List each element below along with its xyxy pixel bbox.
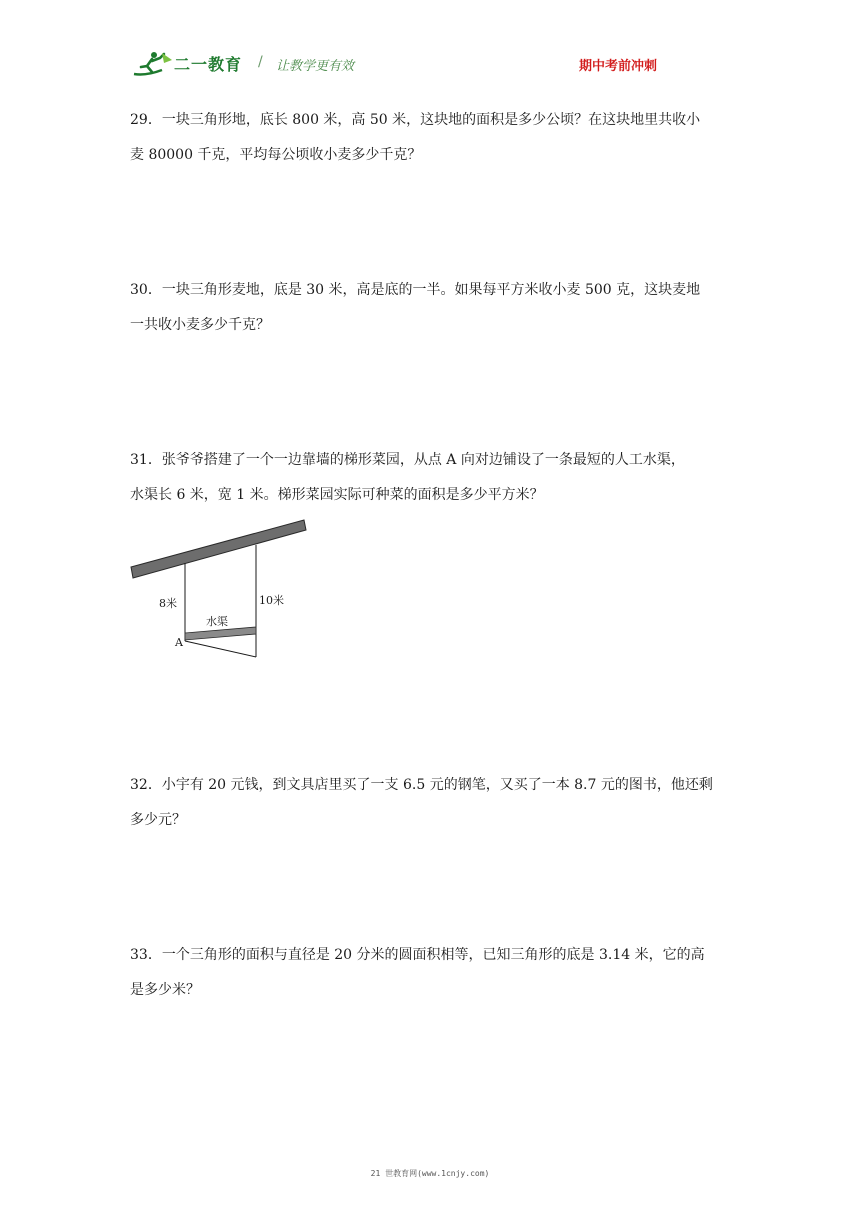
water-canal xyxy=(185,627,256,640)
running-man-logo-icon xyxy=(132,50,174,78)
right-side-label: 10米 xyxy=(259,594,284,607)
question-33-line-1: 33．一个三角形的面积与直径是 20 分米的圆面积相等，已知三角形的底是 3.14 米，它的高 xyxy=(130,947,705,963)
exam-sprint-tag: 期中考前冲刺 xyxy=(579,59,658,74)
question-29-line-2: 麦 80000 千克，平均每公顷收小麦多少千克？ xyxy=(130,147,422,163)
canal-label: 水渠 xyxy=(206,615,228,628)
header-slash: / xyxy=(258,54,263,70)
question-30-line-2: 一共收小麦多少千克？ xyxy=(130,317,270,333)
point-a-label: A xyxy=(175,636,183,649)
trapezoid-garden-figure xyxy=(128,515,308,660)
question-32-line-2: 多少元？ xyxy=(130,812,186,828)
question-30 xyxy=(130,273,730,343)
page-footer: 21 世教育网(www.1cnjy.com) xyxy=(370,1169,490,1178)
left-side-label: 8米 xyxy=(159,597,177,610)
brand-name: 二一教育 xyxy=(174,55,243,74)
wall xyxy=(131,520,306,578)
question-31 xyxy=(130,443,730,513)
question-31-line-2: 水渠长 6 米，宽 1 米。梯形菜园实际可种菜的面积是多少平方米？ xyxy=(130,487,544,503)
question-31-line-1: 31．张爷爷搭建了一个一边靠墙的梯形菜园，从点 A 向对边铺设了一条最短的人工水渠， xyxy=(130,452,685,468)
question-29-line-1: 29．一块三角形地，底长 800 米，高 50 米，这块地的面积是多少公顷？在这块地里共收小 xyxy=(130,112,701,128)
page-header xyxy=(0,0,860,90)
bottom-side xyxy=(185,641,256,657)
question-29 xyxy=(130,103,730,173)
question-30-line-1: 30．一块三角形麦地，底是 30 米，高是底的一半。如果每平方米收小麦 500 克，这块麦地 xyxy=(130,282,701,298)
question-33 xyxy=(130,938,730,1008)
question-32 xyxy=(130,768,730,838)
question-33-line-2: 是多少米？ xyxy=(130,982,200,998)
question-32-line-1: 32．小宇有 20 元钱，到文具店里买了一支 6.5 元的钢笔，又买了一本 8.7 元的图书，他还剩 xyxy=(130,777,713,793)
slogan: 让教学更有效 xyxy=(276,59,355,74)
